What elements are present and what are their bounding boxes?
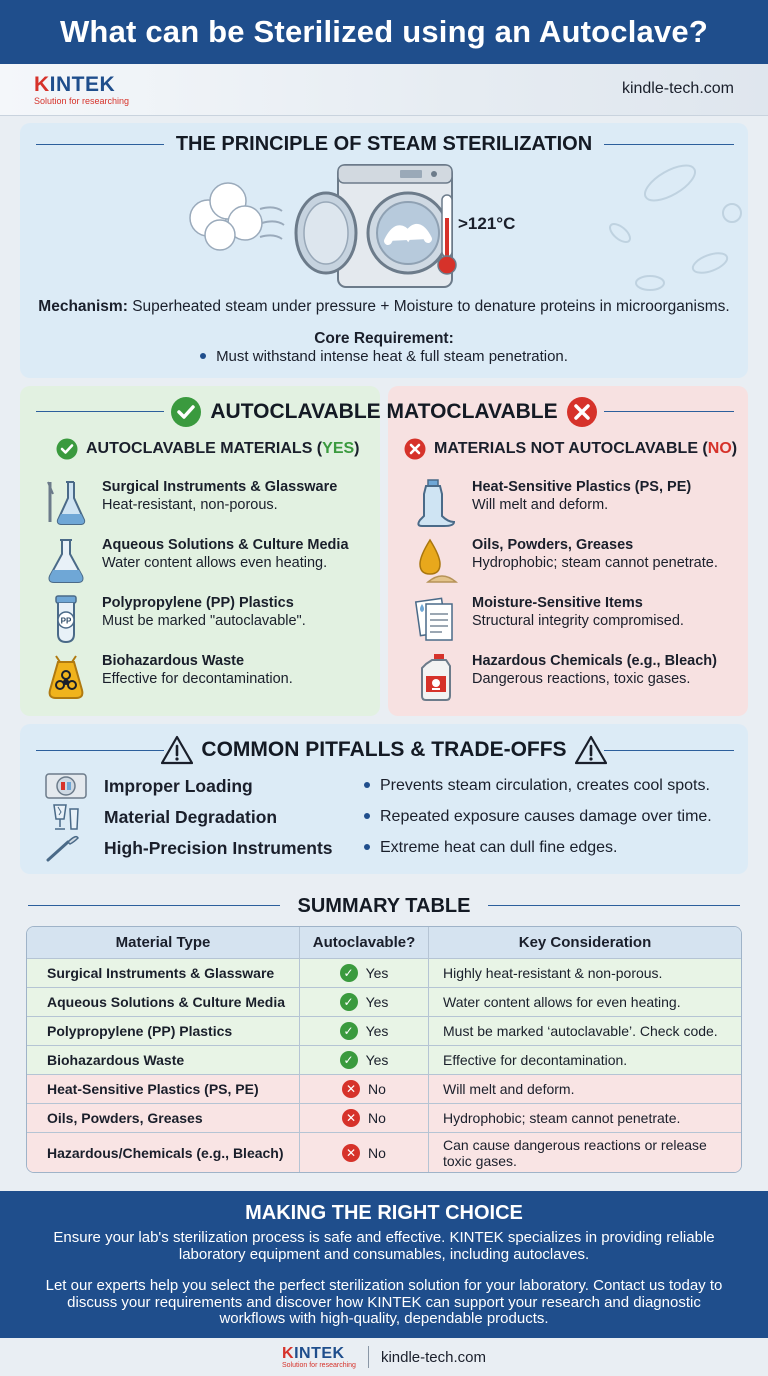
no-item — [414, 594, 684, 644]
pitfalls-heading-text: COMMON PITFALLS & TRADE-OFFS — [201, 738, 567, 761]
autoclavable-heading — [20, 396, 748, 428]
warning-icon — [161, 735, 193, 765]
bullet-icon — [200, 353, 206, 359]
logo-wordmark: KINTEK — [282, 1345, 345, 1362]
autoclavable-value: No — [368, 1110, 386, 1126]
kintek-logo[interactable] — [34, 73, 129, 106]
core-requirement-item — [20, 348, 748, 365]
yes-item — [44, 652, 293, 702]
documents-icon — [414, 594, 458, 644]
footer-heading: MAKING THE RIGHT CHOICE — [245, 1202, 523, 1224]
consideration-cell — [429, 1133, 741, 1172]
microbe-icon — [607, 159, 741, 290]
autoclavable-value: Yes — [365, 1023, 389, 1039]
autoclavable-heading-text: AUTOCLAVABLE MATOCLAVABLE — [210, 400, 558, 423]
yes-heading-post: ) — [354, 440, 360, 457]
column-header: Material Type — [115, 934, 211, 951]
autoclavable-value: Yes — [365, 994, 389, 1010]
pitfall-row — [44, 772, 744, 800]
autoclavable-cell — [299, 1017, 429, 1045]
column-header: Key Consideration — [518, 934, 652, 951]
pitfall-desc-text: Prevents steam circulation, creates cool spots. — [380, 777, 710, 794]
warning-icon — [575, 735, 607, 765]
principle-illustration — [20, 123, 748, 293]
yes-item-desc: Effective for decontamination. — [102, 671, 293, 687]
bottom-brand-bar — [0, 1338, 768, 1376]
consideration-cell: Will melt and deform. — [443, 1081, 575, 1097]
footer-paragraph: Let our experts help you select the perfect sterilization solution for your laboratory. Contact us today to discuss your requirements and discover how KINTEK can support your research and diagnostic workflows with high-quality, dependable products. — [45, 1277, 723, 1327]
material-cell: Surgical Instruments & Glassware — [47, 965, 275, 981]
autoclavable-cell — [299, 1104, 429, 1132]
kintek-logo[interactable] — [282, 1345, 356, 1369]
consideration-cell: Water content allows for even heating. — [443, 994, 681, 1010]
x-circle-icon: ✕ — [342, 1144, 360, 1162]
chemical-jug-icon — [414, 652, 458, 702]
no-item-desc: Structural integrity compromised. — [472, 613, 684, 629]
brand-url-link[interactable]: kindle-tech.com — [380, 1348, 486, 1366]
pitfall-desc — [364, 808, 712, 826]
pitfall-desc — [364, 839, 617, 857]
x-circle-icon — [566, 396, 598, 428]
no-column-heading — [404, 438, 737, 460]
cracked-glass-icon — [44, 803, 88, 831]
yes-item-title: Aqueous Solutions & Culture Media — [102, 537, 349, 553]
yes-item — [44, 536, 349, 586]
pitfalls-heading — [20, 734, 748, 766]
yes-item-title: Polypropylene (PP) Plastics — [102, 595, 294, 611]
autoclavable-cell — [299, 1133, 429, 1172]
melted-bottle-icon — [414, 478, 458, 528]
yes-heading-pre: AUTOCLAVABLE MATERIALS ( — [86, 440, 323, 457]
table-row — [27, 958, 741, 987]
no-item — [414, 652, 717, 702]
table-row — [27, 1074, 741, 1103]
no-item — [414, 478, 691, 528]
check-circle-icon — [56, 438, 78, 460]
brand-bar — [0, 64, 768, 116]
no-item-title: Oils, Powders, Greases — [472, 537, 634, 553]
consideration-cell: Effective for decontamination. — [443, 1052, 628, 1068]
x-circle-icon — [404, 438, 426, 460]
page-title: What can be Sterilized using an Autoclave? — [0, 0, 768, 64]
brand-url-link[interactable]: kindle-tech.com — [621, 80, 734, 97]
table-row — [27, 1132, 741, 1172]
autoclavable-cell — [299, 959, 429, 987]
yes-heading-word: YES — [322, 440, 355, 457]
svg-text:PP: PP — [60, 616, 72, 626]
pitfall-desc-text: Extreme heat can dull fine edges. — [380, 839, 618, 856]
consideration-line: Can cause dangerous reactions or release — [443, 1136, 707, 1153]
yes-item-desc: Must be marked "autoclavable". — [102, 613, 306, 629]
yes-item-title: Biohazardous Waste — [102, 653, 245, 669]
logo-tagline: Solution for researching — [34, 96, 130, 106]
yes-item-desc: Heat-resistant, non-porous. — [102, 497, 278, 513]
footer-paragraph: Ensure your lab's sterilization process is safe and effective. KINTEK specializes in providing reliable laboratory equipment and consumables, including autoclaves. — [53, 1229, 715, 1263]
temperature-label: >121°C — [458, 214, 516, 233]
consideration-cell: Highly heat-resistant & non-porous. — [443, 965, 663, 981]
consideration-cell: Hydrophobic; steam cannot penetrate. — [443, 1110, 681, 1126]
pitfall-desc-text: Repeated exposure causes damage over time. — [380, 808, 712, 825]
scalpel-icon — [44, 834, 88, 862]
pitfall-label: Material Degradation — [104, 806, 278, 827]
no-item-desc: Will melt and deform. — [472, 497, 609, 513]
autoclave-icon — [296, 165, 452, 287]
autoclavable-cell — [299, 1075, 429, 1103]
no-item-title: Heat-Sensitive Plastics (PS, PE) — [472, 479, 692, 495]
core-requirement-heading: Core Requirement: — [314, 330, 454, 347]
consideration-cell: Must be marked ‘autoclavable’. Check code. — [443, 1023, 718, 1039]
mechanism-label: Mechanism: — [38, 298, 128, 315]
autoclavable-cell — [299, 988, 429, 1016]
yes-item — [44, 594, 306, 644]
consideration-line: toxic gases. — [443, 1152, 517, 1169]
pitfall-row — [44, 834, 744, 862]
bullet-icon — [364, 844, 370, 850]
material-cell: Hazardous/Chemicals (e.g., Bleach) — [47, 1144, 284, 1161]
autoclavable-value: No — [368, 1144, 386, 1161]
check-circle-icon — [170, 396, 202, 428]
material-cell: Heat-Sensitive Plastics (PS, PE) — [47, 1081, 259, 1097]
flask-icon — [44, 536, 88, 586]
check-circle-icon: ✓ — [340, 964, 358, 982]
footer-cta — [0, 1191, 768, 1338]
yes-item — [44, 478, 337, 528]
x-circle-icon: ✕ — [342, 1109, 360, 1127]
steam-cloud-icon — [190, 183, 262, 250]
column-header: Autoclavable? — [299, 927, 429, 958]
no-item-title: Moisture-Sensitive Items — [472, 595, 643, 611]
summary-table — [26, 926, 742, 1173]
pitfall-label: High-Precision Instruments — [104, 837, 333, 858]
material-cell: Oils, Powders, Greases — [47, 1110, 203, 1126]
core-requirement-text: Must withstand intense heat & full steam penetration. — [216, 348, 568, 365]
divider — [368, 1346, 369, 1368]
mechanism-text — [20, 298, 748, 316]
pitfall-label: Improper Loading — [104, 775, 253, 796]
no-heading-word: NO — [707, 440, 732, 457]
no-item-desc: Hydrophobic; steam cannot penetrate. — [472, 555, 718, 571]
check-circle-icon: ✓ — [340, 1022, 358, 1040]
pitfall-desc — [364, 777, 710, 795]
bullet-icon — [364, 782, 370, 788]
autoclavable-value: Yes — [365, 1052, 389, 1068]
autoclavable-value: No — [368, 1081, 386, 1097]
table-row — [27, 987, 741, 1016]
no-heading-post: ) — [731, 440, 738, 457]
yes-item-title: Surgical Instruments & Glassware — [102, 479, 338, 495]
autoclavable-value: Yes — [365, 965, 389, 981]
pitfall-row — [44, 803, 744, 831]
check-circle-icon: ✓ — [340, 1051, 358, 1069]
pp-tube-icon — [44, 594, 88, 644]
table-row — [27, 1016, 741, 1045]
no-item — [414, 536, 718, 586]
material-cell: Polypropylene (PP) Plastics — [47, 1023, 233, 1039]
yes-column-heading — [56, 438, 359, 460]
summary-heading: SUMMARY TABLE — [297, 894, 471, 917]
yes-item-desc: Water content allows even heating. — [102, 555, 328, 571]
biohazard-bag-icon — [44, 652, 88, 702]
table-row — [27, 1045, 741, 1074]
logo-tagline: Solution for researching — [282, 1362, 356, 1369]
logo-wordmark: KINTEK — [34, 73, 116, 96]
oil-drop-icon — [414, 536, 458, 586]
material-cell: Biohazardous Waste — [47, 1052, 185, 1068]
principle-heading: THE PRINCIPLE OF STEAM STERILIZATION — [175, 132, 593, 155]
table-header-row — [27, 927, 741, 958]
autoclavable-cell — [299, 1046, 429, 1074]
material-cell: Aqueous Solutions & Culture Media — [47, 994, 286, 1010]
table-row — [27, 1103, 741, 1132]
overloaded-autoclave-icon — [44, 772, 88, 800]
bullet-icon — [364, 813, 370, 819]
x-circle-icon: ✕ — [342, 1080, 360, 1098]
check-circle-icon: ✓ — [340, 993, 358, 1011]
scalpel-flask-icon — [44, 478, 88, 528]
no-heading-pre: MATERIALS NOT AUTOCLAVABLE ( — [434, 440, 708, 457]
no-item-desc: Dangerous reactions, toxic gases. — [472, 671, 691, 687]
no-item-title: Hazardous Chemicals (e.g., Bleach) — [472, 653, 717, 669]
mechanism-body: Superheated steam under pressure + Moisture to denature proteins in microorganisms. — [132, 298, 730, 315]
